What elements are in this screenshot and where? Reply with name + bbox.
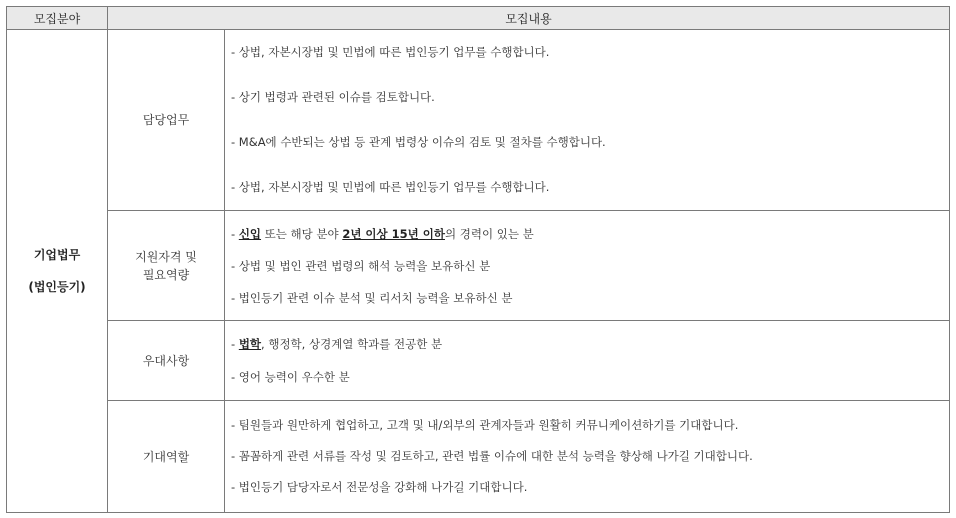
section-content-expected-role — [225, 401, 950, 513]
list-item: - 상법 및 법인 관련 법령의 해석 능력을 보유하신 분 — [231, 258, 491, 273]
field-cell — [7, 30, 108, 513]
list-item: - 상법, 자본시장법 및 민법에 따른 법인등기 업무를 수행합니다. — [231, 180, 550, 194]
table-row-qualifications — [7, 211, 950, 321]
section-title-line: 지원자격 및 — [135, 249, 197, 264]
highlight-new-hire: 신입 — [238, 226, 262, 241]
field-name: 기업법무 — [33, 248, 81, 262]
table-row-expected-role — [7, 401, 950, 513]
table-row-duties — [7, 30, 950, 211]
list-item — [231, 328, 949, 361]
item-text: 의 경력이 있는 분 — [444, 226, 534, 241]
list-item: - M&A에 수반되는 상법 등 관계 법령상 이슈의 검토 및 절차를 수행합니다. — [231, 135, 606, 149]
section-title-qualifications — [108, 211, 225, 321]
header-field: 모집분야 — [7, 7, 108, 30]
recruitment-table — [6, 6, 950, 513]
item-prefix: - — [231, 336, 239, 351]
section-content-preferences — [225, 321, 950, 401]
section-content-qualifications — [225, 211, 950, 321]
list-item: - 팀원들과 원만하게 협업하고, 고객 및 내/외부의 관계자들과 원활히 커뮤니케이션하기를 기대합니다. — [231, 418, 739, 432]
header-content: 모집내용 — [108, 7, 950, 30]
list-item: - 법인등기 관련 이슈 분석 및 리서치 능력을 보유하신 분 — [231, 290, 513, 305]
list-item: - 상법, 자본시장법 및 민법에 따른 법인등기 업무를 수행합니다. — [231, 45, 550, 59]
list-item: - 꼼꼼하게 관련 서류를 작성 및 검토하고, 관련 법률 이슈에 대한 분석 능력을 향상해 나가길 기대합니다. — [231, 449, 753, 463]
item-prefix: - — [231, 226, 239, 241]
highlight-experience: 2년 이상 15년 이하 — [342, 226, 445, 241]
section-content-duties — [225, 30, 950, 211]
item-text: , 행정학, 상경계열 학과를 전공한 분 — [261, 336, 443, 351]
list-item: - 상기 법령과 관련된 이슈를 검토합니다. — [231, 90, 435, 104]
list-item: - 영어 능력이 우수한 분 — [231, 369, 350, 384]
highlight-law: 법학 — [238, 336, 262, 351]
section-title-preferences: 우대사항 — [108, 321, 225, 401]
field-subname: (법인등기) — [28, 280, 86, 294]
item-text: 또는 해당 분야 — [261, 226, 343, 241]
section-title-duties: 담당업무 — [108, 30, 225, 211]
section-title-line: 필요역량 — [142, 267, 190, 282]
table-row-preferences — [7, 321, 950, 401]
list-item: - 법인등기 담당자로서 전문성을 강화해 나가길 기대합니다. — [231, 480, 528, 494]
section-title-expected-role: 기대역할 — [108, 401, 225, 513]
list-item — [231, 218, 949, 250]
